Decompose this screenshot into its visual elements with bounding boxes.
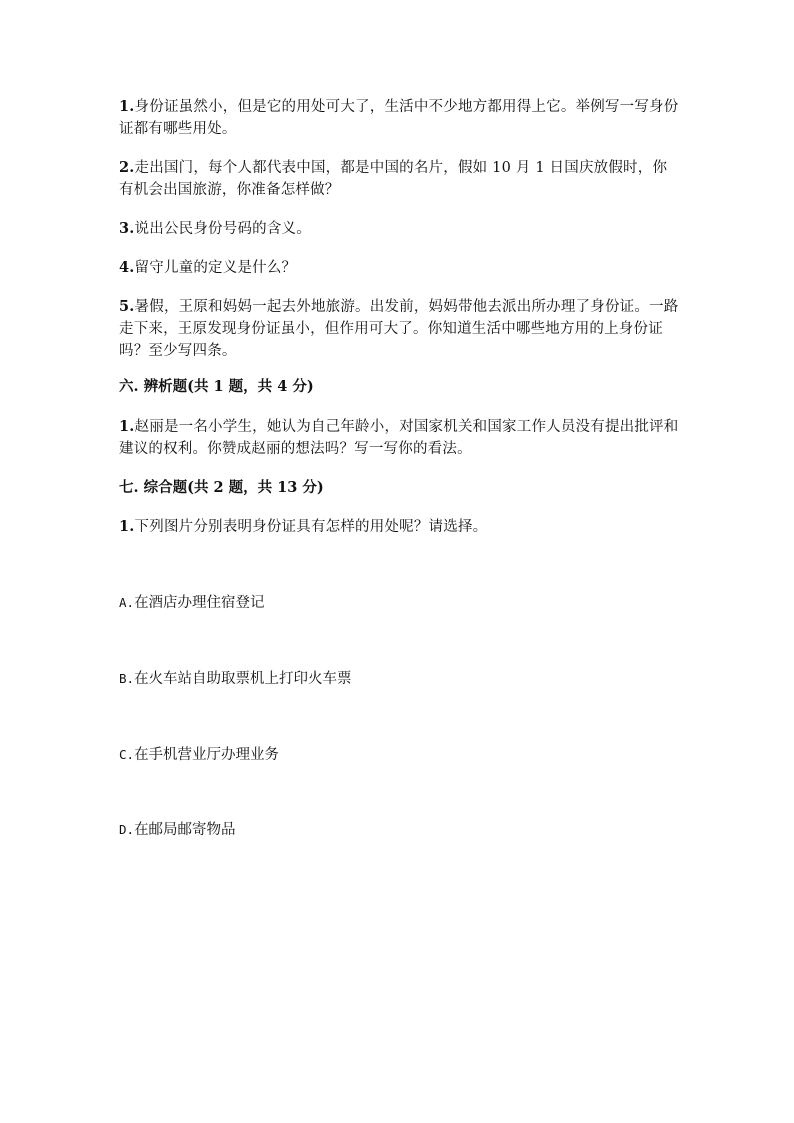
- option-text: 在酒店办理住宿登记: [134, 595, 265, 611]
- option-letter: D.: [119, 822, 135, 837]
- question-7-1: [119, 516, 679, 538]
- question-5-4: [119, 257, 679, 279]
- question-text: 暑假，王原和妈妈一起去外地旅游。出发前，妈妈带他去派出所办理了身份证。一路走下来，王原发现身份证虽小，但作用可大了。你知道生活中哪些地方用的上身份证吗？至少写四条。: [119, 299, 679, 359]
- question-5-3: [119, 218, 679, 240]
- question-text: 身份证虽然小，但是它的用处可大了，生活中不少地方都用得上它。举例写一写身份证都有哪些用处。: [119, 99, 679, 137]
- option-text: 在邮局邮寄物品: [134, 822, 236, 838]
- question-5-2: [119, 157, 679, 201]
- section-6-title: 六. 辨析题(共 1 题，共 4 分): [119, 378, 314, 395]
- option-letter: A.: [119, 595, 135, 610]
- option-text: 在手机营业厅办理业务: [134, 747, 280, 763]
- option-text: 在火车站自助取票机上打印火车票: [134, 671, 352, 687]
- question-number: 1.: [119, 518, 135, 535]
- question-text: 留守儿童的定义是什么？: [134, 260, 297, 276]
- question-number: 4.: [119, 259, 135, 276]
- question-number: 5.: [119, 298, 135, 315]
- question-5-5: [119, 296, 679, 362]
- question-6-1: [119, 416, 679, 460]
- option-letter: C.: [119, 747, 135, 762]
- question-text: 说出公民身份号码的含义。: [134, 221, 311, 237]
- question-number: 3.: [119, 220, 135, 237]
- option-b: [119, 668, 352, 690]
- option-a: [119, 592, 265, 614]
- question-text: 下列图片分别表明身份证具有怎样的用处呢？请选择。: [134, 519, 488, 535]
- question-text: 赵丽是一名小学生，她认为自己年龄小，对国家机关和国家工作人员没有提出批评和建议的权利。你赞成赵丽的想法吗？写一写你的看法。: [119, 419, 679, 457]
- question-5-1: [119, 96, 679, 140]
- option-c: [119, 744, 279, 766]
- question-text: 走出国门，每个人都代表中国，都是中国的名片，假如 10 月 1 日国庆放假时，你有机会出国旅游，你准备怎样做？: [119, 160, 668, 198]
- question-number: 1.: [119, 418, 135, 435]
- section-7-title: 七. 综合题(共 2 题，共 13 分): [119, 479, 324, 496]
- question-number: 2.: [119, 159, 135, 176]
- option-letter: B.: [119, 671, 135, 686]
- option-d: [119, 819, 236, 841]
- question-number: 1.: [119, 98, 135, 115]
